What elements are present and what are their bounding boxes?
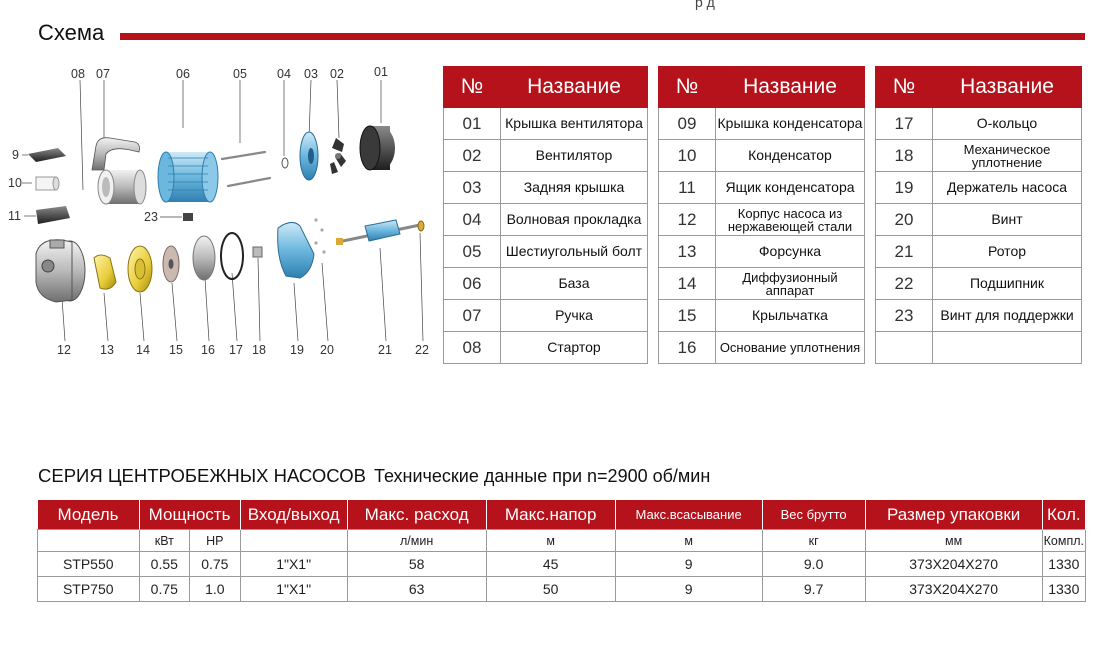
diagram-label: 22 [415, 343, 429, 357]
diagram-label: 11 [8, 209, 21, 223]
cell-kw: 0.75 [139, 577, 190, 602]
diagram-label: 16 [201, 343, 215, 357]
col-name: Название [501, 67, 648, 108]
part-num: 23 [876, 300, 933, 332]
part-num: 06 [444, 268, 501, 300]
diagram-label: 08 [71, 67, 85, 81]
th-qty: Кол. [1042, 500, 1085, 530]
part-name: Винт [933, 204, 1082, 236]
rotor-part [336, 220, 420, 245]
part-name: Вентилятор [501, 140, 648, 172]
table-row [659, 268, 865, 300]
unit-model [38, 530, 140, 552]
table-row [659, 172, 865, 204]
part-num: 22 [876, 268, 933, 300]
diagram-label: 10 [8, 176, 22, 190]
cell-head: 45 [486, 552, 615, 577]
col-num: № [876, 67, 933, 108]
cell-qty: 1330 [1042, 577, 1085, 602]
part-num: 05 [444, 236, 501, 268]
diagram-label: 23 [144, 210, 158, 224]
part-num: 07 [444, 300, 501, 332]
cell-hp: 1.0 [190, 577, 241, 602]
part-name: Шестиугольный болт [501, 236, 648, 268]
table-row [38, 552, 1086, 577]
part-name: Ящик конденсатора [716, 172, 865, 204]
part-name: Волновая прокладка [501, 204, 648, 236]
cell-inout: 1"X1" [240, 577, 347, 602]
th-power: Мощность [139, 500, 240, 530]
cell-weight: 9.0 [762, 552, 865, 577]
diagram-label: 20 [320, 343, 334, 357]
part-name: Крышка конденсатора [716, 108, 865, 140]
diagram-label: 18 [252, 343, 266, 357]
unit-pack: мм [865, 530, 1042, 552]
cell-suction: 9 [615, 577, 762, 602]
handle-part [92, 138, 140, 170]
parts-table-3 [875, 66, 1082, 364]
th-pack: Размер упаковки [865, 500, 1042, 530]
table-row [444, 332, 648, 364]
part-num: 02 [444, 140, 501, 172]
diagram-label: 9 [12, 148, 19, 162]
part-name: Конденсатор [716, 140, 865, 172]
motor-base-part [158, 152, 218, 202]
cell-weight: 9.7 [762, 577, 865, 602]
cell-suction: 9 [615, 552, 762, 577]
spec-table [37, 500, 1086, 602]
part-name: Стартор [501, 332, 648, 364]
part-num: 18 [876, 140, 933, 172]
cell-pack: 373X204X270 [865, 577, 1042, 602]
part-name: Форсунка [716, 236, 865, 268]
part-num: 21 [876, 236, 933, 268]
section-title: Схема [38, 20, 105, 45]
cell-model: STP550 [38, 552, 140, 577]
diagram-label: 19 [290, 343, 304, 357]
col-name: Название [933, 67, 1082, 108]
table-row [659, 236, 865, 268]
parts-table-2 [658, 66, 865, 364]
diagram-label: 15 [169, 343, 183, 357]
th-flow: Макс. расход [347, 500, 486, 530]
exploded-pump-diagram [0, 58, 440, 368]
table-row [659, 300, 865, 332]
spec-title [38, 465, 710, 487]
part-name: О-кольцо [933, 108, 1082, 140]
stator-part [98, 170, 146, 204]
part-name: Ротор [933, 236, 1082, 268]
unit-hp: HP [190, 530, 241, 552]
part-name: Задняя крышка [501, 172, 648, 204]
part-name: Крыльчатка [716, 300, 865, 332]
cell-head: 50 [486, 577, 615, 602]
diagram-label: 13 [100, 343, 114, 357]
diagram-label: 14 [136, 343, 150, 357]
unit-qty: Компл. [1042, 530, 1085, 552]
part-name: База [501, 268, 648, 300]
table-row [876, 172, 1082, 204]
fan-part [330, 138, 346, 174]
diagram-label: 06 [176, 67, 190, 81]
top-cut-text: р д [695, 0, 715, 10]
table-row [876, 268, 1082, 300]
table-row [659, 204, 865, 236]
col-name: Название [716, 67, 865, 108]
pump-body-part [36, 240, 85, 302]
spec-series-title: СЕРИЯ ЦЕНТРОБЕЖНЫХ НАСОСОВ [38, 465, 366, 486]
table-row [38, 577, 1086, 602]
parts-table-1 [443, 66, 648, 364]
unit-kw: кВт [139, 530, 190, 552]
diagram-label: 02 [330, 67, 344, 81]
th-model: Модель [38, 500, 140, 530]
part-name: Диффузионный аппарат [716, 268, 865, 300]
table-row [876, 332, 1082, 364]
table-row [659, 108, 865, 140]
part-name: Держатель насоса [933, 172, 1082, 204]
part-num: 04 [444, 204, 501, 236]
table-row [876, 204, 1082, 236]
th-head: Макс.напор [486, 500, 615, 530]
part-num: 13 [659, 236, 716, 268]
table-row [444, 108, 648, 140]
table-row [444, 140, 648, 172]
part-name [933, 332, 1082, 364]
part-num: 03 [444, 172, 501, 204]
table-row [444, 204, 648, 236]
part-name: Механическое уплотнение [933, 140, 1082, 172]
part-num: 16 [659, 332, 716, 364]
spec-subtitle: Технические данные при n=2900 об/мин [373, 466, 711, 486]
cell-flow: 63 [347, 577, 486, 602]
table-row [444, 236, 648, 268]
part-num: 20 [876, 204, 933, 236]
th-weight: Вес брутто [762, 500, 865, 530]
diagram-label: 03 [304, 67, 318, 81]
unit-weight: кг [762, 530, 865, 552]
part-name: Основание уплотнения [716, 332, 865, 364]
unit-head: м [486, 530, 615, 552]
cell-inout: 1"X1" [240, 552, 347, 577]
table-row [444, 172, 648, 204]
part-num: 10 [659, 140, 716, 172]
table-row [444, 268, 648, 300]
part-name: Ручка [501, 300, 648, 332]
cell-model: STP750 [38, 577, 140, 602]
table-row [659, 140, 865, 172]
unit-inout [240, 530, 347, 552]
diagram-label: 21 [378, 343, 392, 357]
table-row [876, 108, 1082, 140]
cell-qty: 1330 [1042, 552, 1085, 577]
col-num: № [659, 67, 716, 108]
part-num: 09 [659, 108, 716, 140]
cell-flow: 58 [347, 552, 486, 577]
diagram-label: 01 [374, 65, 388, 79]
part-name: Корпус насоса из нержавеющей стали [716, 204, 865, 236]
table-row [444, 300, 648, 332]
part-num [876, 332, 933, 364]
th-suction: Макс.всасывание [615, 500, 762, 530]
unit-flow: л/мин [347, 530, 486, 552]
table-row [876, 236, 1082, 268]
part-num: 15 [659, 300, 716, 332]
cell-hp: 0.75 [190, 552, 241, 577]
part-num: 08 [444, 332, 501, 364]
title-bar [120, 33, 1085, 40]
diagram-label: 17 [229, 343, 243, 357]
cell-pack: 373X204X270 [865, 552, 1042, 577]
part-num: 01 [444, 108, 501, 140]
rear-cover-part [300, 132, 318, 180]
cell-kw: 0.55 [139, 552, 190, 577]
col-num: № [444, 67, 501, 108]
part-name: Винт для поддержки [933, 300, 1082, 332]
part-name: Подшипник [933, 268, 1082, 300]
table-row [876, 140, 1082, 172]
fan-cover-part [360, 126, 395, 170]
th-inout: Вход/выход [240, 500, 347, 530]
table-row [876, 300, 1082, 332]
diagram-label: 12 [57, 343, 71, 357]
diagram-label: 05 [233, 67, 247, 81]
part-num: 11 [659, 172, 716, 204]
diagram-label: 04 [277, 67, 291, 81]
part-num: 17 [876, 108, 933, 140]
table-row [659, 332, 865, 364]
part-name: Крышка вентилятора [501, 108, 648, 140]
part-num: 19 [876, 172, 933, 204]
part-num: 14 [659, 268, 716, 300]
part-num: 12 [659, 204, 716, 236]
unit-suction: м [615, 530, 762, 552]
units-row [38, 530, 1086, 552]
diagram-label: 07 [96, 67, 110, 81]
